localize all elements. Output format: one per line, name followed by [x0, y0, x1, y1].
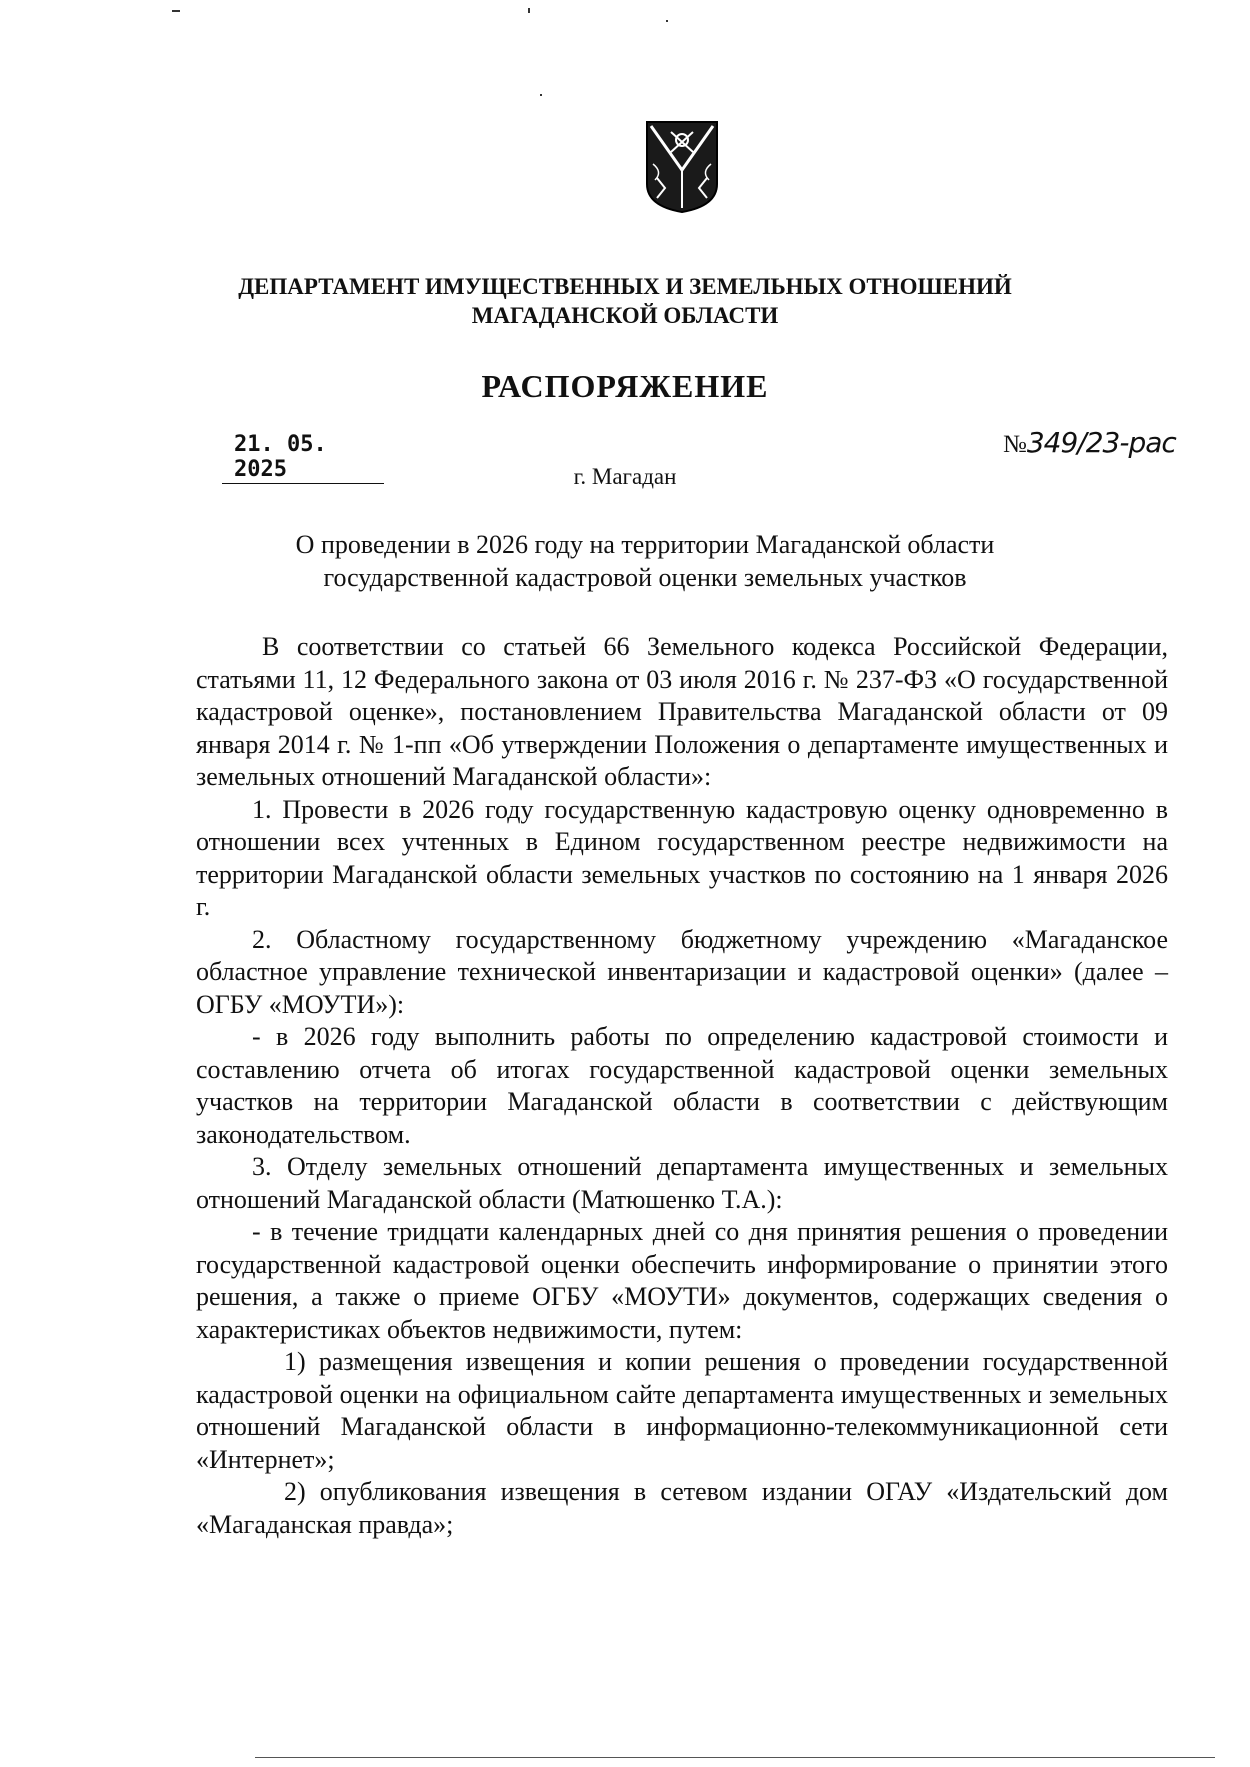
document-number — [1003, 426, 1176, 459]
body-paragraph-2-item: - в 2026 году выполнить работы по определению кадастровой стоимости и составлению отчета об итогах государственной кадастровой оценки земельных участков на территории Магаданской области в соответствии с действующим законодательством. — [196, 1022, 1168, 1149]
subject-line-1: О проведении в 2026 году на территории Магаданской области — [295, 530, 995, 559]
body-paragraph-preamble: В соответствии со статьей 66 Земельного кодекса Российской Федерации, статьями 11, 12 Федерального закона от 03 июля 2016 г. № 237-ФЗ «О государственной кадастровой оценке», постановлением Правительства Магаданской области от 09 января 2014 г. № 1-пп «Об утверждении Положения о департаменте имущественных и земельных отношений Магаданской области»: — [196, 632, 1168, 791]
subject-line-2: государственной кадастровой оценки земельных участков — [323, 563, 967, 592]
page-bottom-rule — [255, 1757, 1215, 1758]
body-paragraph-3-sub-2: 2) опубликования извещения в сетевом издании ОГАУ «Издательский дом «Магаданская правда»; — [196, 1477, 1168, 1539]
body-paragraph-3-item: - в течение тридцати календарных дней со дня принятия решения о проведении государственной кадастровой оценки обеспечить информирование о принятии этого решения, а также о приеме ОГБУ «МОУТИ» документов, содержащих сведения о характеристиках объектов недвижимости, путем: — [196, 1217, 1168, 1344]
body-paragraph-3: 3. Отделу земельных отношений департамента имущественных и земельных отношений Магаданской области (Матюшенко Т.А.): — [196, 1152, 1168, 1214]
number-prefix: № — [1003, 431, 1027, 458]
scan-speck — [666, 20, 668, 22]
document-subject — [105, 528, 1185, 594]
body-paragraph-3-sub-1: 1) размещения извещения и копии решения о проведении государственной кадастровой оценки на официальном сайте департамента имущественных и земельных отношений Магаданской области в информационно-телекоммуникационной сети «Интернет»; — [196, 1347, 1168, 1474]
document-date: 21. 05. 2025 — [222, 432, 384, 484]
department-name: ДЕПАРТАМЕНТ ИМУЩЕСТВЕННЫХ И ЗЕМЕЛЬНЫХ ОТНОШЕНИЙ — [238, 274, 1012, 299]
body-paragraph-1: 1. Провести в 2026 году государственную кадастровую оценку одновременно в отношении всех учтенных в Едином государственном реестре недвижимости на территории Магаданской области земельных участков по состоянию на 1 января 2026 г. — [196, 794, 1168, 921]
department-heading — [150, 272, 1100, 330]
region-name: МАГАДАНСКОЙ ОБЛАСТИ — [471, 303, 779, 328]
scan-speck — [540, 94, 542, 96]
scan-speck — [172, 10, 180, 12]
body-paragraph-2: 2. Областному государственному бюджетному учреждению «Магаданское областное управление технической инвентаризации и кадастровой оценки» (далее – ОГБУ «МОУТИ»): — [196, 924, 1168, 1019]
document-body — [196, 631, 1168, 1541]
number-value: 349/23-рас — [1026, 426, 1176, 459]
coat-of-arms-icon — [643, 118, 721, 214]
city: г. Магадан — [573, 464, 677, 489]
scan-speck — [528, 8, 530, 13]
document-type: РАСПОРЯЖЕНИЕ — [481, 368, 769, 404]
